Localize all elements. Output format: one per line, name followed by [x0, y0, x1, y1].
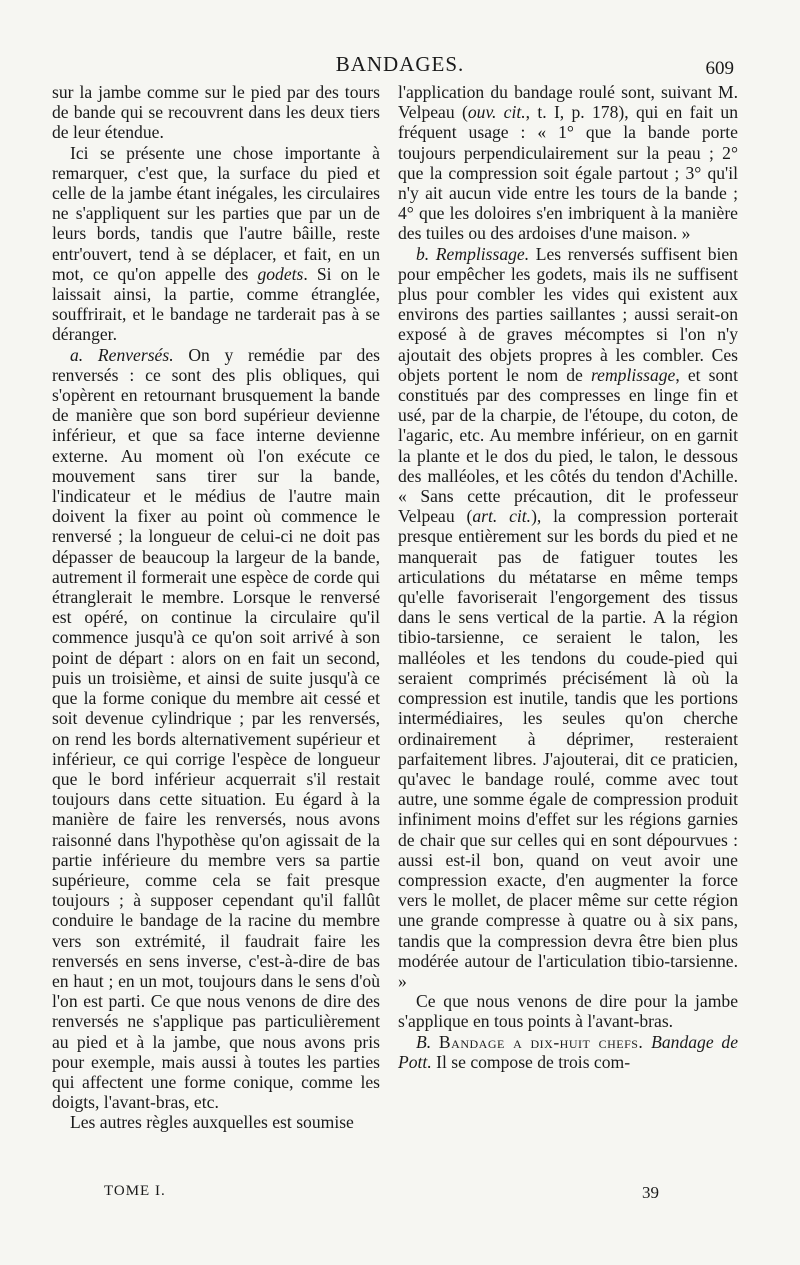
paragraph [398, 82, 738, 244]
signature-mark: 39 [642, 1183, 659, 1202]
text-run: sur la jambe comme sur le pied par des tours de bande qui se recouvrent dans les deux tiers de leur étendue. [52, 82, 380, 143]
page-number: 609 [705, 58, 734, 79]
italic-text: a. Renversés. [70, 344, 174, 365]
text-run: l'application du bandage roulé sont, suivant M. Velpeau ( [398, 82, 738, 123]
italic-text: Bandage de Pott. [398, 1031, 739, 1072]
text-run: ), la compression porterait presque entièrement sur les bords du pied et ne manquerait pas de fatiguer toutes les articulations du métatarse en même temps qu'elle favoriserait l'engorgement des tissus dans le sens vertical de la partie. A la région tibio-tarsienne, ce seraient le talon, les malléoles et les tendons du coude-pied qui seraient comprimés précisément là où la compression est inutile, tandis que les portions intermédiaires, les seules qu'on cherche ordinairement à déprimer, resteraient parfaitement libres. J'ajouterai, dit ce praticien, qu'avec le bandage roulé, comme avec tout autre, une somme égale de compression produit infiniment moins d'effet sur les régions garnies de chair que sur celles qui en sont dépourvues : aussi est-il bon, quand on veut avoir une compression exacte, d'en augmenter la force vers le mollet, de placer même sur cette région une grande compresse à quatre ou à six pans, tandis que la compression devra être bien plus modérée autour de l'articulation tibio-tarsienne. » [398, 506, 738, 991]
page-footer [0, 1183, 800, 1207]
running-head [0, 52, 800, 80]
italic-text: godets [257, 263, 304, 284]
paragraph [52, 143, 380, 345]
text-run: Ce que nous venons de dire pour la jambe s'applique en tous points à l'avant-bras. [398, 991, 738, 1032]
small-caps-text: Bandage a dix-huit chefs. [438, 1031, 644, 1052]
italic-text: b. Remplissage. [416, 243, 530, 264]
text-run: Les renversés suffisent bien pour empêcher les godets, mais ils ne suffisent plus pour combler les vides qui existent aux environs des parties saillantes ; aussi serait-on exposé à de graves mécomptes si l'on n'y ajoutait des objets propres à les combler. Ces objets portent le nom de [398, 243, 738, 385]
paragraph [398, 244, 738, 992]
paragraph [398, 1032, 738, 1072]
text-run: , et sont constitués par des compresses en linge fin et usé, par de la charpie, de l'étoupe, du coton, de l'agaric, etc. Au membre inférieur, on en garnit la plante et le dos du pied, le talon, le dessous des malléoles, et les côtés du tendon d'Achille. « Sans cette précaution, dit le professeur Velpeau ( [398, 364, 738, 527]
text-run: . Si on le laissait ainsi, la partie, comme étranglée, souffrirait, et le bandage ne tarderait pas à se déranger. [52, 263, 380, 345]
paragraph [52, 345, 380, 1113]
text-run [431, 1032, 439, 1052]
paragraph [52, 1112, 380, 1132]
paragraph [52, 82, 380, 143]
text-run: Ici se présente une chose importante à remarquer, c'est que, la surface du pied et celle de la jambe étant inégales, les circulaires ne s'appliquent sur les parties que par un de leurs bords, tandis que l'autre bâille, reste entr'ouvert, tend à se déplacer, et fait, en un mot, ce qu'on appelle des [52, 142, 380, 284]
paragraph [398, 991, 738, 1031]
italic-text: ouv. cit. [467, 102, 526, 123]
italic-text: art. cit. [472, 506, 532, 527]
volume-mark: TOME I. [104, 1183, 166, 1199]
right-column [398, 82, 738, 1072]
left-column [52, 82, 380, 1133]
italic-text: B. [416, 1031, 432, 1052]
text-run: , t. I, p. 178), qui en fait un fréquent usage : « 1° que la bande porte toujours perpendiculairement sur la peau ; 2° que la compression soit égale partout ; 3° qu'il n'y ait aucun vide entre les tours de la bande ; 4° que les doloires s'en imbriquent à la manière des tuiles ou des ardoises d'une maison. » [398, 102, 739, 244]
text-run: Les autres règles auxquelles est soumise [70, 1112, 354, 1133]
italic-text: remplissage [590, 364, 676, 385]
text-run [643, 1032, 651, 1052]
text-run: Il se compose de trois com- [431, 1051, 631, 1072]
text-run: On y remédie par des renversés : ce sont des plis obliques, qui s'opèrent en retournant brusquement la bande de manière que son bord supérieur devienne inférieur, et que sa face interne devienne externe. Au moment où l'on exécute ce mouvement sans tirer sur la bande, l'indicateur et le médius de l'autre main doivent la fixer au point où commence le renversé ; la longueur de celui-ci ne doit pas dépasser de beaucoup la largeur de la bande, autrement il formerait une espèce de corde qui étranglerait le membre. Lorsque le renversé est opéré, on continue la circulaire qu'il commence jusqu'à ce qu'on soit arrivé à son point de départ : alors on en fait un second, puis un troisième, et ainsi de suite jusqu'à ce que la forme conique du membre ait cessé et soit devenue cylindrique ; par les renversés, on rend les bords alternativement supérieur et inférieur, ce qui corrige l'espèce de longueur que le bord inférieur acquerrait s'il restait toujours dans cette situation. Eu égard à la manière de faire les renversés, nous avons raisonné dans l'hypothèse qu'on agissait de la partie inférieure du membre vers sa partie supérieure, comme cela se fait presque toujours ; à supposer cependant qu'il fallût conduire le bandage de la racine du membre vers son extrémité, il faudrait faire les renversés en sens inverse, c'est-à-dire de bas en haut ; en un mot, toujours dans le sens d'où l'on est parti. Ce que nous venons de dire des renversés ne s'applique pas particulièrement au pied et à la jambe, que nous avons pris pour exemple, mais aussi à toutes les parties qui affectent une forme conique, comme les doigts, l'avant-bras, etc. [52, 344, 380, 1113]
running-title: BANDAGES. [335, 52, 465, 76]
